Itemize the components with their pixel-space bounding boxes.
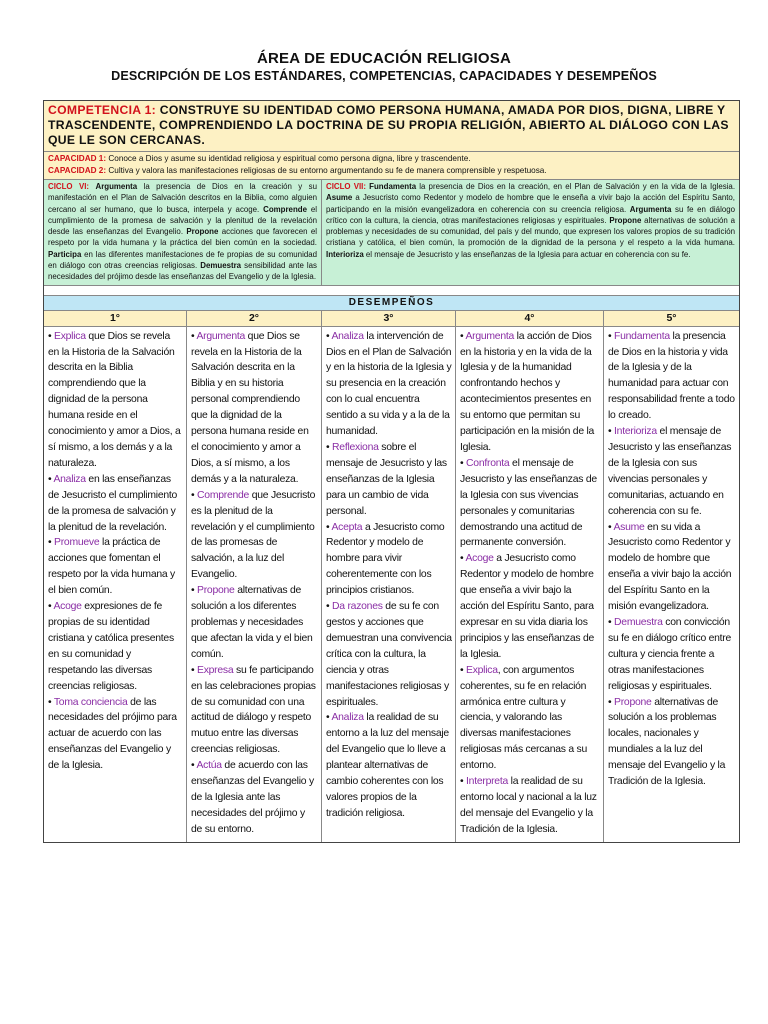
desempeno-item: [460, 551, 600, 662]
desempeno-text: que Jesucristo es la plenitud de la revelación y el cumplimiento de las promesas de salvación, a la luz del Evangelio.: [191, 489, 316, 581]
desempeno-text: con convicción su fe en diálogo crítico entre cultura y ciencia frente a otras manifestaciones religiosas y espirituales.: [608, 616, 732, 692]
grade-header: 4°: [456, 311, 604, 326]
desempeno-item: [608, 424, 736, 519]
ciclo-verb: Demuestra: [200, 261, 242, 271]
competencia-row: [44, 101, 739, 152]
desempeno-text: sobre el mensaje de Jesucristo y las enseñanzas de la Iglesia para un cambio de vida personal.: [326, 442, 447, 517]
bullet-icon: •: [608, 616, 615, 628]
bullet-icon: •: [326, 601, 333, 613]
desempeno-verb: Analiza: [331, 330, 364, 342]
bullet-icon: •: [460, 330, 466, 342]
desempeno-verb: Explica: [54, 330, 86, 342]
desempeno-item: [191, 329, 318, 488]
bullet-icon: •: [48, 330, 55, 342]
desempeno-verb: Reflexiona: [332, 442, 379, 454]
bullet-icon: •: [48, 473, 54, 485]
bullet-icon: •: [326, 712, 332, 724]
bullet-icon: •: [326, 442, 333, 454]
ciclo-text: la presencia de Dios en la creación, en el Plan de Salvación y en la vida de la Iglesia.: [416, 182, 736, 191]
desempeno-item: [326, 440, 452, 520]
desempeno-verb: Acoge: [465, 553, 494, 565]
desempeno-verb: Acoge: [53, 601, 82, 613]
bullet-icon: •: [460, 553, 466, 565]
desempeno-text: a Jesucristo como Redentor y modelo de hombre que enseña a vivir bajo la acción del Espíritu Santo, para expresar en su vida diaria los principios y las enseñanzas de la Iglesia.: [460, 553, 595, 660]
bullet-icon: •: [460, 664, 467, 676]
bullet-icon: •: [48, 696, 54, 708]
ciclo-text: en las diferentes manifestaciones de fe propias de su comunidad en diálogo con otras creencias religiosas.: [48, 249, 317, 271]
desempeno-verb: Actúa: [196, 760, 222, 772]
grade-column: [187, 327, 322, 842]
capacidad-1-text: Conoce a Dios y asume su identidad religiosa y espiritual como persona digna, libre y trascendente.: [106, 154, 471, 163]
desempeno-item: [460, 329, 600, 456]
page-title: ÁREA DE EDUCACIÓN RELIGIOSA: [256, 50, 512, 67]
capacidad-2-text: Cultiva y valora las manifestaciones religiosas de su entorno argumentando su fe de manera comprensible y respetuosa.: [106, 166, 547, 175]
desempeno-verb: Acepta: [331, 521, 363, 533]
desempeno-item: [460, 663, 600, 774]
ciclo-text: la presencia de Dios en la creación y su manifestación en el Plan de Salvación descritos en la Biblia, como alguien cercano al ser humano, que lo busca, interpela y acoge.: [48, 182, 317, 214]
desempeno-verb: Comprende: [197, 489, 250, 501]
desempeno-text: que Dios se revela en la Historia de la Salvación descrita en la Biblia comprendiendo que la dignidad de la persona humana reside en el conocimiento y amor a Dios, a sí mismo, a los demás y a la naturaleza.: [48, 330, 181, 469]
desempeno-item: [608, 615, 736, 695]
page-subtitle: DESCRIPCIÓN DE LOS ESTÁNDARES, COMPETENCIAS, CAPACIDADES Y DESEMPEÑOS: [111, 69, 657, 83]
desempeno-item: [48, 472, 183, 536]
ciclo-verb: Argumenta: [629, 204, 672, 214]
ciclo-vii-cell: [322, 180, 739, 285]
desempenos-columns: [44, 327, 739, 842]
bullet-icon: •: [191, 330, 197, 342]
desempeno-text: la acción de Dios en la historia y en la vida de la Iglesia y de la humanidad confrontando hechos y acontecimientos presentes en su entorno que permitan su participación en la misión de la Iglesia.: [460, 330, 595, 454]
desempeno-verb: Da razones: [332, 601, 383, 613]
desempeno-text: la intervención de Dios en el Plan de Salvación y en la historia de la Iglesia y su presencia en la creación con lo cual encuentra sentido a su vida y a la de la humanidad.: [326, 330, 452, 438]
desempeno-verb: Argumenta: [196, 330, 246, 342]
desempeno-verb: Explica: [466, 664, 498, 676]
desempeno-verb: Interioriza: [614, 426, 657, 438]
bullet-icon: •: [460, 457, 467, 469]
desempeno-text: en su vida a Jesucristo como Redentor y modelo de hombre que enseña a vivir bajo la acción del Espíritu Santo en la misión evangelizadora.: [608, 521, 732, 613]
desempeno-text: que Dios se revela en la Historia de la Salvación descrita en la Biblia y en su historia personal comprendiendo que la dignidad de la persona humana reside en el conocimiento y amor a Dios, a sí mismo, a los demás y a la naturaleza.: [191, 330, 309, 485]
desempeno-verb: Expresa: [197, 664, 234, 676]
bullet-icon: •: [191, 489, 198, 501]
desempeno-text: en las enseñanzas de Jesucristo el cumplimiento de la promesa de salvación y la plenitud de la revelación.: [48, 473, 178, 533]
desempeno-verb: Toma conciencia: [53, 696, 128, 708]
grade-header: 3°: [322, 311, 456, 326]
desempeno-item: [608, 695, 736, 790]
ciclo-verb: Asume: [326, 193, 353, 203]
desempeno-verb: Asume: [613, 521, 645, 533]
desempeno-item: [608, 520, 736, 615]
capacidad-1: [48, 153, 735, 165]
competencia-text: CONSTRUYE SU IDENTIDAD COMO PERSONA HUMANA, AMADA POR DIOS, DIGNA, LIBRE Y TRASCENDENTE, COMPRENDIENDO LA DOCTRINA DE SU PROPIA RELIGIÓN, ABIERTO AL DIÁLOGO CON LAS QUE LE SON CERCANAS.: [48, 103, 729, 147]
desempeno-text: la realidad de su entorno local y nacional a la luz del mensaje del Evangelio y la Tradición de la Iglesia.: [460, 776, 597, 835]
grade-column: [604, 327, 739, 842]
bullet-icon: •: [326, 521, 332, 533]
bullet-icon: •: [48, 601, 54, 613]
standards-table: [43, 100, 740, 843]
grade-header: 1°: [44, 311, 187, 326]
ciclo-verb: Comprende: [263, 204, 307, 214]
desempeno-item: [326, 329, 452, 440]
ciclo-verb: Interioriza: [326, 249, 364, 259]
desempeno-verb: Promueve: [54, 537, 100, 549]
grade-header: 2°: [187, 311, 322, 326]
capacidad-2: [48, 165, 735, 177]
capacidades-row: [44, 152, 739, 180]
capacidad-2-label: CAPACIDAD 2:: [48, 166, 107, 175]
desempeno-text: la presencia de Dios en la historia y vida de la Iglesia y de la humanidad para actuar con responsabilidad frente a todo lo creado.: [608, 330, 735, 422]
desempeno-item: [460, 456, 600, 551]
desempeno-item: [48, 599, 183, 694]
desempeno-item: [48, 329, 183, 472]
desempeno-text: expresiones de fe propias de su identidad cristiana y católica presentes en su comunidad y respetando las diversas creencias religiosas.: [48, 601, 174, 692]
ciclo-text: sensibilidad ante las necesidades del prójimo desde las enseñanzas del Evangelio y de la Iglesia.: [48, 261, 317, 282]
grade-column: [322, 327, 456, 842]
ciclo-text: alternativas de solución a problemas y necesidades de su comunidad, del país y del mundo, que expresen los valores propios de su tradición cristiana y católica, el bien común, la promoción de la dignidad de la persona y el respeto a la vida humana.: [326, 215, 735, 248]
desempeno-text: de acuerdo con las enseñanzas del Evangelio y de la Iglesia ante las necesidades del prójimo y de su entorno.: [191, 760, 314, 835]
desempeno-item: [191, 583, 318, 663]
bullet-icon: •: [191, 585, 198, 597]
ciclo-text: a Jesucristo como Redentor y modelo de hombre que le enseña a vivir bajo la acción del Espíritu Santo, participando en la misión evangelizadora en coherencia con su creencia religiosa.: [326, 193, 735, 214]
desempeno-verb: Analiza: [53, 473, 86, 485]
desempeno-item: [326, 710, 452, 821]
ciclo-label: CICLO VII:: [326, 182, 366, 191]
desempeno-item: [608, 329, 736, 424]
desempeno-text: la práctica de acciones que fomentan el respeto por la vida humana y el bien común.: [48, 537, 176, 597]
desempeno-verb: Analiza: [331, 712, 364, 724]
desempeno-item: [48, 535, 183, 599]
grade-column: [456, 327, 604, 842]
ciclo-text: su fe en diálogo crítico con la cultura, la ciencia, otras manifestaciones religiosas y espirituales.: [326, 204, 735, 225]
desempeno-text: alternativas de solución a los diferentes problemas y necesidades que afectan la vida y el bien común.: [191, 585, 313, 660]
desempeno-verb: Propone: [614, 696, 652, 708]
ciclo-label: CICLO VI:: [48, 182, 90, 191]
desempeno-verb: Propone: [197, 585, 235, 597]
bullet-icon: •: [608, 330, 615, 342]
capacidad-1-label: CAPACIDAD 1:: [48, 154, 107, 163]
desempeno-item: [48, 695, 183, 775]
bullet-icon: •: [326, 330, 332, 342]
ciclos-row: [44, 180, 739, 286]
desempeno-text: la realidad de su entorno a la luz del mensaje del Evangelio que lo lleve a plantear alternativas de cambio coherentes con los valores propios de la tradición religiosa.: [326, 712, 449, 819]
desempeno-text: el mensaje de Jesucristo y las enseñanzas de la Iglesia con sus vivencias personales y comunitarias, actuando en coherencia con su fe.: [608, 426, 732, 517]
grade-column: [44, 327, 187, 842]
spacer-row: [44, 286, 739, 296]
desempeno-text: alternativas de solución a los problemas locales, nacionales y mundiales a la luz del mensaje del Evangelio y la Tradición de la Iglesia.: [608, 696, 726, 788]
ciclo-text: el mensaje de Jesucristo y las enseñanzas de la Iglesia para actuar en coherencia con su fe.: [363, 249, 691, 259]
bullet-icon: •: [608, 426, 615, 438]
ciclo-text: acciones que favorecen el respeto por la vida humana y la práctica del bien común en la sociedad.: [48, 227, 317, 248]
ciclo-text: el cumplimiento de la promesa de salvación y la plenitud de la revelación desde las enseñanzas del Evangelio.: [48, 204, 317, 237]
grade-header: 5°: [666, 311, 677, 324]
desempeno-item: [460, 774, 600, 838]
ciclo-verb: Argumenta: [95, 182, 138, 191]
bullet-icon: •: [460, 776, 467, 788]
desempenos-header: DESEMPEÑOS: [44, 296, 739, 311]
desempeno-text: de su fe con gestos y acciones que demuestran una convivencia crítica con la cultura, la ciencia y otras manifestaciones religiosas y espirituales.: [326, 601, 452, 708]
desempeno-text: a Jesucristo como Redentor y modelo de hombre para vivir coherentemente con los principios cristianos.: [326, 521, 445, 597]
desempeno-text: de las necesidades del prójimo para actuar de acuerdo con las enseñanzas del Evangelio y de la Iglesia.: [48, 696, 177, 772]
desempeno-text: , con argumentos coherentes, su fe en relación armónica entre cultura y ciencia, y valorando las diversas manifestaciones religiosas más cercanas a su entorno.: [460, 664, 587, 772]
ciclo-verb: Fundamenta: [369, 182, 417, 191]
desempeno-verb: Fundamenta: [614, 330, 670, 342]
desempeno-item: [326, 599, 452, 710]
desempeno-verb: Demuestra: [614, 616, 663, 628]
desempeno-item: [191, 663, 318, 758]
bullet-icon: •: [608, 696, 615, 708]
bullet-icon: •: [191, 760, 197, 772]
desempeno-text: el mensaje de Jesucristo y las enseñanzas de la Iglesia con sus vivencias personales y comunitarias demostrando una actitud de permanente conversión.: [460, 457, 597, 549]
grades-header-row: [44, 311, 739, 327]
ciclo-verb: Propone: [609, 215, 642, 225]
ciclo-vi-cell: [44, 180, 322, 285]
competencia-label: COMPETENCIA 1:: [48, 103, 157, 117]
bullet-icon: •: [48, 537, 55, 549]
desempeno-verb: Argumenta: [465, 330, 515, 342]
ciclo-verb: Participa: [48, 249, 82, 259]
desempeno-item: [191, 488, 318, 583]
desempeno-item: [191, 758, 318, 838]
desempeno-item: [326, 520, 452, 600]
desempeno-text: su fe participando en las celebraciones propias de su comunidad con una actitud de diálogo y respeto mutuo entre las diversas creencias religiosas.: [191, 664, 316, 756]
bullet-icon: •: [608, 521, 614, 533]
bullet-icon: •: [191, 664, 198, 676]
ciclo-verb: Propone: [186, 227, 219, 237]
desempeno-verb: Interpreta: [466, 776, 509, 788]
desempeno-verb: Confronta: [466, 457, 510, 469]
